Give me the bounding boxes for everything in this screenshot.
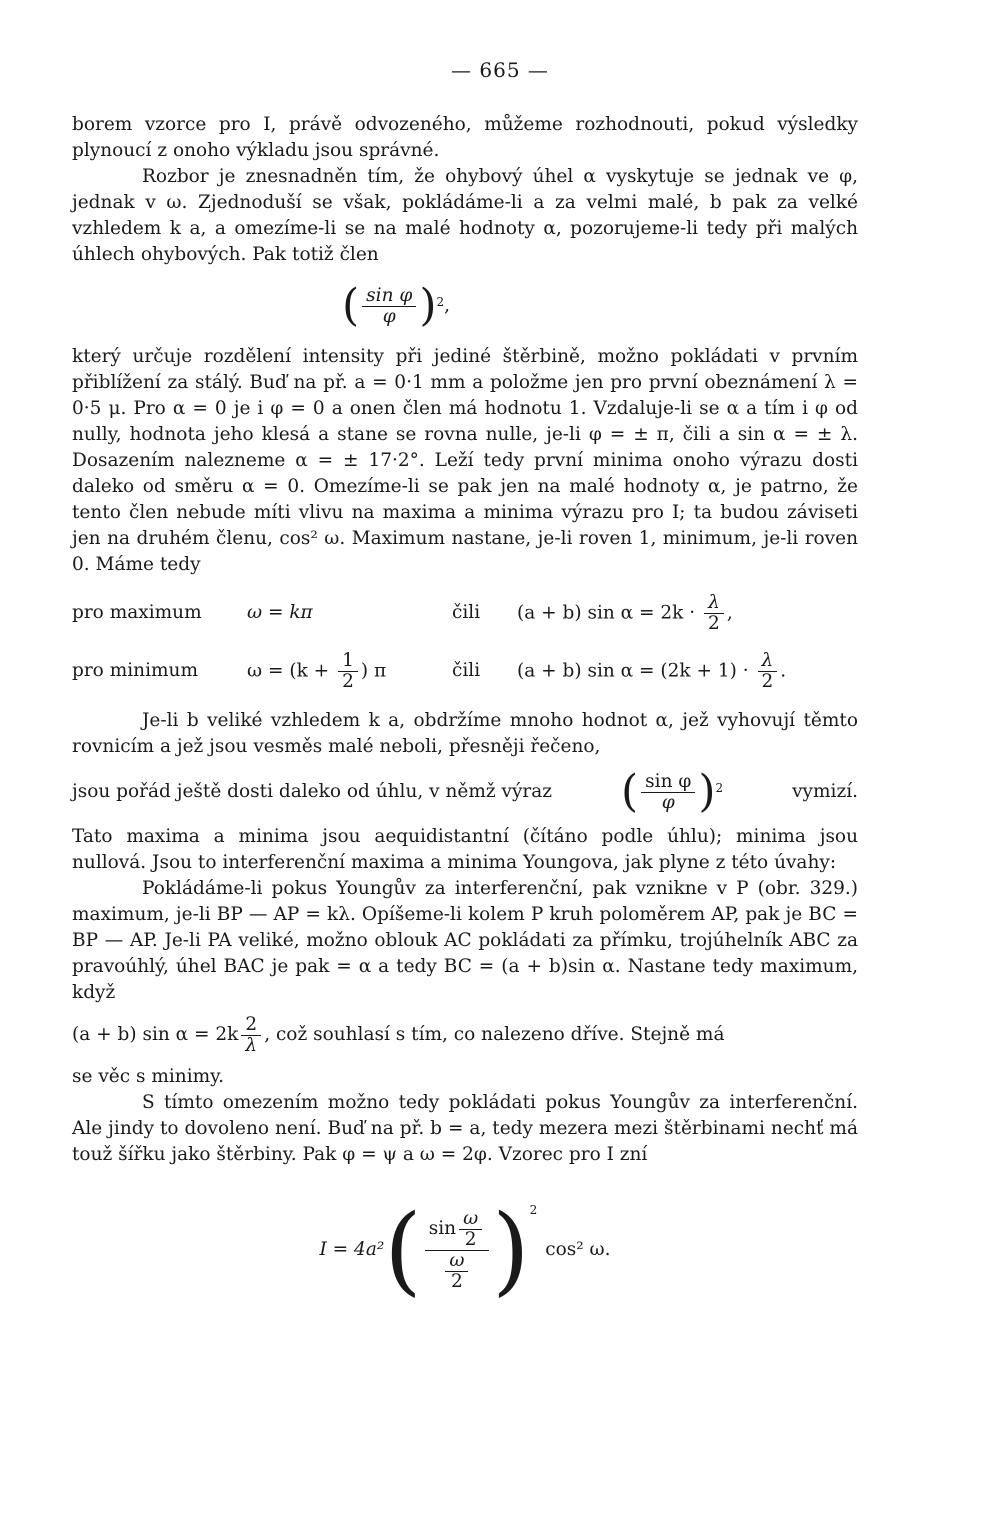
- paragraph-4: Je-li b veliké vzhledem k a, obdržíme mnoho hodnot α, jež vyhovují těmto rovnicím a jež jsou vesměs malé neboli, přesněji řečeno,: [72, 710, 858, 757]
- paragraph-7: S tímto omezením možno tedy pokládati pokus Youngův za interferenční. Ale jindy to dovoleno není. Buď na př. b = a, tedy mezera mezi štěrbinami nechť má touž šířku jako štěrbiny. Pak φ = ψ a ω = 2φ. Vzorec pro I zní: [72, 1092, 858, 1165]
- formula-exponent: 2: [436, 295, 445, 309]
- equation-minimum: pro minimum ω = (k + $\frac{1}{2}$ ) π čili (a + b) sin α = (2k + 1) · $\frac{\lambda}{2}$ .: [72, 649, 787, 692]
- equation-label-maximum: pro maximum: [72, 602, 202, 623]
- paragraph-4-formula-line: jsou pořád ještě dosti daleko od úhlu, v němž výraz ( $\frac{\text{sin φ}}{\varphi}$ ) 2 vymizí.: [72, 766, 858, 817]
- paragraph-2: Rozbor je znesnadněn tím, že ohybový úhel α vyskytuje se jednak ve φ, jednak v ω. Zjednoduší se však, pokládáme-li a za velmi malé, b pak za velké vzhledem k a, a omezíme-li se na malé hodnoty α, pozorujeme-li tedy při malých úhlech ohybových. Pak totiž člen: [72, 166, 858, 265]
- paragraph-6: Pokládáme-li pokus Youngův za interferenční, pak vznikne v P (obr. 329.) maximum, je-li BP — AP = kλ. Opíšeme-li kolem P kruh poloměrem AP, pak je BC = BP — AP. Je-li PA veliké, možno oblouk AC pokládati za přímku, trojúhelník ABC za pravoúhlý, úhel BAC je pak = α a tedy BC = (a + b)sin α. Nastane tedy maximum, když: [72, 878, 858, 1003]
- formula-denominator: φ: [382, 305, 396, 327]
- paragraph-3: který určuje rozdělení intensity při jediné štěrbině, možno pokládati v prvním přiblížení za stálý. Buď na př. a = 0·1 mm a položme jen pro první obeznámení λ = 0·5 μ. Pro α = 0 je i φ = 0 a onen člen má hodnotu 1. Vzdaluje-li se α a tím i φ od nully, hodnota jeho klesá a stane se rovna nulle, je-li φ = ± π, čili a sin α = ± λ. Dosazením nalezneme α = ± 17·2°. Leží tedy první minima onoho výrazu dosti daleko od směru α = 0. Omezíme-li se pak jen na malé hodnoty α, je patrno, že tento člen nebude míti vlivu na maxima a minima výrazu pro I; ta budou záviseti jen na druhém členu, cos² ω. Maximum nastane, je-li roven 1, minimum, je-li roven 0. Máme tedy: [72, 346, 858, 575]
- equation-maximum: pro maximum ω = kπ čili (a + b) sin α = 2k · $\frac{\lambda}{2}$ ,: [72, 591, 733, 634]
- final-formula: I = 4a² ( sin $\frac{\omega}{2}$ $\frac{\omega}{2}$ ) 2 cos² ω.: [319, 1194, 611, 1306]
- formula-sin-phi-over-phi: ( $\frac{\text{sin φ}}{\varphi}$ ) 2 ,: [342, 280, 451, 331]
- paragraph-1: borem vzorce pro I, právě odvozeného, můžeme rozhodnouti, pokud výsledky plynoucí z onoho výkladu jsou správné.: [72, 114, 858, 161]
- formula-numerator: sin φ: [362, 286, 416, 307]
- page-number: — 665 —: [451, 58, 549, 82]
- paragraph-6-equation-line: (a + b) sin α = 2k $\frac{2}{\lambda}$ , což souhlasí s tím, co nalezeno dříve. Stejně má: [72, 1013, 725, 1056]
- equation-label-minimum: pro minimum: [72, 660, 198, 681]
- paragraph-6-end: se věc s minimy.: [72, 1066, 225, 1087]
- paragraph-5: Tato maxima a minima jsou aequidistantní (čítáno podle úhlu); minima jsou nullová. Jsou to interferenční maxima a minima Youngova, jak plyne z této úvahy:: [72, 826, 858, 873]
- body-text: [72, 112, 858, 1324]
